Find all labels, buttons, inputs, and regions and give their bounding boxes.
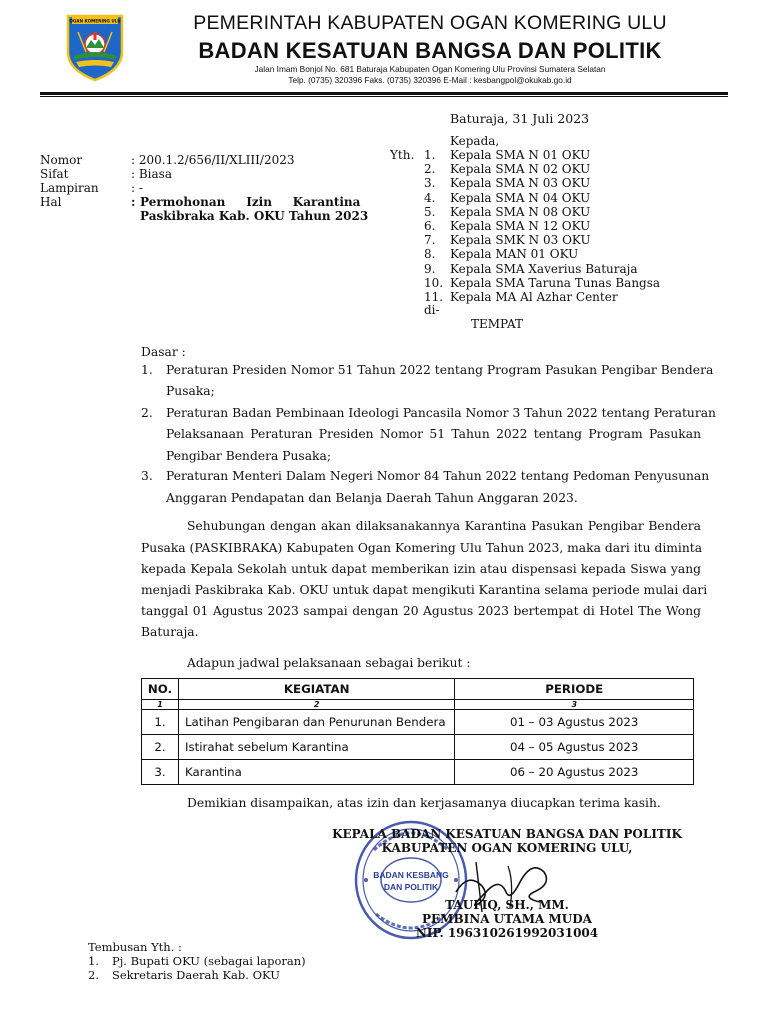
recipient-name: Kepala SMA N 12 OKU xyxy=(450,219,591,233)
closing-sentence: Demikian disampaikan, atas izin dan kerjasamanya diucapkan terima kasih. xyxy=(187,796,661,810)
header-address: Jalan Imam Bonjol No. 681 Baturaja Kabupaten Ogan Komering Ulu Provinsi Sumatera Selatan xyxy=(254,64,606,74)
letter-date: Baturaja, 31 Juli 2023 xyxy=(450,111,590,126)
recipient-name: Kepala SMA N 08 OKU xyxy=(450,204,591,219)
lampiran-value: : - xyxy=(131,181,143,195)
recipient-name: Kepala SMA N 02 OKU xyxy=(450,162,591,177)
table-row xyxy=(142,735,694,760)
recipient-name: Kepala MA Al Azhar Center xyxy=(450,290,618,304)
dasar-3-line-2: Anggaran Pendapatan dan Belanja Daerah Tahun Anggaran 2023. xyxy=(166,491,578,505)
hal-line-2: Paskibraka Kab. OKU Tahun 2023 xyxy=(140,209,369,223)
header-contact: Telp. (0735) 320396 Faks. (0735) 320396 E-Mail : kesbangpol@okukab.go.id xyxy=(288,75,572,85)
dasar-1-line-2: Pusaka; xyxy=(166,384,215,398)
recipient-name: Kepala SMA N 01 OKU xyxy=(450,148,591,162)
lampiran-label: Lampiran xyxy=(40,181,99,195)
paragraph-line-2: Pusaka (PASKIBRAKA) Kabupaten Ogan Komering Ulu Tahun 2023, maka dari itu diminta xyxy=(141,541,703,555)
recipient-number: 8. xyxy=(424,247,436,262)
col-index-2: 2 xyxy=(178,700,454,710)
dasar-2-line-2: Pelaksanaan Peraturan Presiden Nomor 51 Tahun 2022 tentang Program Pasukan xyxy=(166,427,701,441)
row-no: 2. xyxy=(142,735,179,760)
recipient-name: Kepala SMA Taruna Tunas Bangsa xyxy=(450,275,661,290)
recipient-number: 2. xyxy=(424,162,436,177)
col-header-no: NO. xyxy=(142,679,179,700)
dasar-1-num: 1. xyxy=(141,363,153,377)
paragraph-line-6: Baturaja. xyxy=(141,625,199,639)
nomor-label: Nomor xyxy=(40,153,83,167)
schedule-intro: Adapun jadwal pelaksanaan sebagai berikut : xyxy=(187,656,471,670)
dasar-1-line-1: Peraturan Presiden Nomor 51 Tahun 2022 tentang Program Pasukan Pengibar Bendera xyxy=(166,363,714,377)
row-kegiatan: Latihan Pengibaran dan Penurunan Bendera xyxy=(178,710,454,735)
recipient-number: 9. xyxy=(424,261,436,276)
signatory-title-1: KEPALA BADAN KESATUAN BANGSA DAN POLITIK xyxy=(332,827,682,841)
paragraph-line-4: menjadi Paskibraka Kab. OKU untuk dapat mengikuti Karantina selama periode mulai dari xyxy=(141,583,708,597)
yth-label: Yth. xyxy=(390,148,415,162)
recipient-name: Kepala MAN 01 OKU xyxy=(450,247,579,262)
kepada-label: Kepada, xyxy=(450,134,500,148)
header-agency: BADAN KESATUAN BANGSA DAN POLITIK xyxy=(198,38,662,63)
signatory-name: TAUFIQ, SH., MM. xyxy=(445,898,569,912)
row-kegiatan: Istirahat sebelum Karantina xyxy=(178,735,454,760)
signatory-rank: PEMBINA UTAMA MUDA xyxy=(422,912,592,926)
recipient-number: 1. xyxy=(424,148,436,162)
header-rule-thick xyxy=(40,92,728,95)
schedule-table xyxy=(141,678,694,785)
recipient-number: 4. xyxy=(424,190,436,205)
sifat-value: : Biasa xyxy=(131,167,172,181)
recipient-number: 7. xyxy=(424,233,436,248)
header-government: PEMERINTAH KABUPATEN OGAN KOMERING ULU xyxy=(193,12,667,34)
hal-line-1: Permohonan Izin Karantina xyxy=(140,195,361,209)
logo-banner-text: OGAN KOMERING ULU xyxy=(69,18,121,24)
paragraph-line-3: kepada Kepala Sekolah untuk dapat memberikan izin atau dispensasi kepada Siswa yang xyxy=(141,562,701,576)
signatory-nip: NIP. 196310261992031004 xyxy=(415,926,599,940)
recipient-number: 3. xyxy=(424,176,436,191)
paragraph-line-1: Sehubungan dengan akan dilaksanakannya Karantina Pasukan Pengibar Bendera xyxy=(187,519,701,533)
row-periode: 04 – 05 Agustus 2023 xyxy=(455,735,694,760)
dasar-label: Dasar : xyxy=(141,345,186,359)
tembusan-1-num: 1. xyxy=(88,954,99,968)
dasar-2-line-3: Pengibar Bendera Pusaka; xyxy=(166,449,331,463)
table-row xyxy=(142,760,694,785)
dasar-3-num: 3. xyxy=(141,469,153,483)
recipient-number: 10. xyxy=(424,275,444,290)
col-header-periode: PERIODE xyxy=(455,679,694,700)
row-no: 3. xyxy=(142,760,179,785)
header-rule-thin xyxy=(40,96,728,97)
tembusan-1-text: Pj. Bupati OKU (sebagai laporan) xyxy=(112,954,306,968)
regency-logo xyxy=(64,12,126,82)
tembusan-2-num: 2. xyxy=(88,968,99,982)
stamp-text-2: DAN POLITIK xyxy=(383,882,439,892)
recipient-name: Kepala SMA N 03 OKU xyxy=(450,176,591,191)
row-no: 1. xyxy=(142,710,179,735)
dasar-2-num: 2. xyxy=(141,406,153,420)
sifat-label: Sifat xyxy=(40,167,69,181)
row-kegiatan: Karantina xyxy=(178,760,454,785)
recipient-number: 11. xyxy=(424,290,444,304)
paragraph-line-5: tanggal 01 Agustus 2023 sampai dengan 20 Agustus 2023 bertempat di Hotel The Wong xyxy=(141,604,701,618)
recipient-name: Kepala SMA Xaverius Baturaja xyxy=(450,261,638,276)
row-periode: 01 – 03 Agustus 2023 xyxy=(455,710,694,735)
table-row xyxy=(142,710,694,735)
di-label: di- xyxy=(424,303,440,317)
recipient-name: Kepala SMK N 03 OKU xyxy=(450,233,591,248)
tempat-label: TEMPAT xyxy=(471,317,524,331)
tembusan-2-text: Sekretaris Daerah Kab. OKU xyxy=(112,968,280,982)
col-index-3: 3 xyxy=(455,700,694,710)
tembusan-label: Tembusan Yth. : xyxy=(88,940,182,954)
recipient-number: 6. xyxy=(424,219,436,233)
col-header-kegiatan: KEGIATAN xyxy=(178,679,454,700)
signatory-title-2: KABUPATEN OGAN KOMERING ULU, xyxy=(381,841,633,855)
dasar-3-line-1: Peraturan Menteri Dalam Negeri Nomor 84 Tahun 2022 tentang Pedoman Penyusunan xyxy=(166,469,710,483)
col-index-1: 1 xyxy=(142,700,179,710)
stamp-text-1: BADAN KESBANG xyxy=(373,870,449,880)
recipient-name: Kepala SMA N 04 OKU xyxy=(450,190,591,205)
hal-colon: : xyxy=(131,195,136,209)
hal-label: Hal xyxy=(40,195,62,209)
row-periode: 06 – 20 Agustus 2023 xyxy=(455,760,694,785)
nomor-value: : 200.1.2/656/II/XLIII/2023 xyxy=(131,153,295,167)
recipient-number: 5. xyxy=(424,204,436,219)
dasar-2-line-1: Peraturan Badan Pembinaan Ideologi Pancasila Nomor 3 Tahun 2022 tentang Peraturan xyxy=(166,406,716,420)
